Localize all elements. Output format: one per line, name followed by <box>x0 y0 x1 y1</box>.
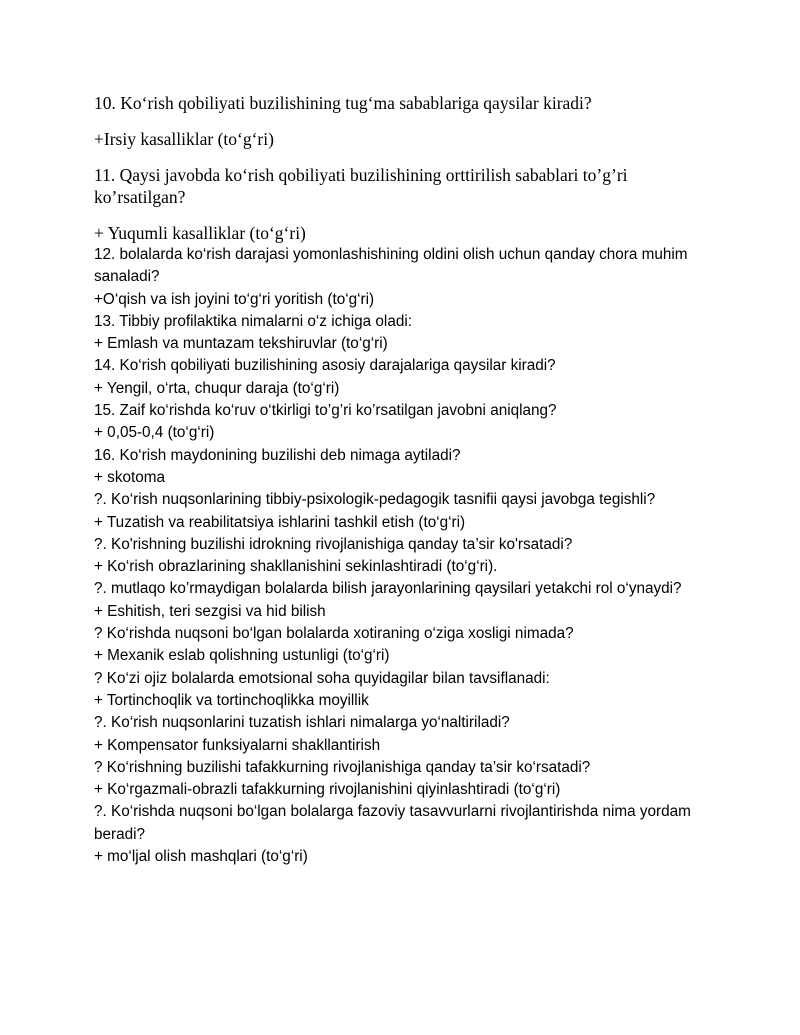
questions-list <box>94 222 714 868</box>
question-16: 16. Ko‘rish maydonining buzilishi deb nimaga aytiladi? <box>94 446 461 464</box>
question-thinking: ? Ko‘rishning buzilishi tafakkurning rivojlanishiga qanday ta’sir ko‘rsatadi? <box>94 758 591 776</box>
question-perception: ?. Ko'rishning buzilishi idrokning rivojlanishiga qanday ta’sir ko'rsatadi? <box>94 535 573 553</box>
answer-10: +Irsiy kasalliklar (to‘g‘ri) <box>94 129 274 149</box>
question-15: 15. Zaif ko‘rishda ko‘ruv o‘tkirligi to’g’ri ko’rsatilgan javobni aniqlang? <box>94 402 557 420</box>
question-12: 12. bolalarda ko‘rish darajasi yomonlashishining oldini olish uchun qanday chora muhim sanaladi? <box>94 246 688 286</box>
answer-16: + skotoma <box>94 468 165 486</box>
question-14: 14. Ko‘rish qobiliyati buzilishining asosiy darajalariga qaysilar kiradi? <box>94 357 556 375</box>
question-emotion: ? Ko‘zi ojiz bolalarda emotsional soha quyidagilar bilan tavsiflanadi: <box>94 669 550 687</box>
question-11: 11. Qaysi javobda ko‘rish qobiliyati buzilishining orttirilish sabablari to’g’ri ko’rsatilgan? <box>94 165 628 207</box>
answer-spatial: + mo‘ljal olish mashqlari (to‘g‘ri) <box>94 848 308 866</box>
answer-15: + 0,05-0,4 (to‘g‘ri) <box>94 424 215 442</box>
question-13: 13. Tibbiy profilaktika nimalarni o‘z ichiga oladi: <box>94 312 412 330</box>
question-spatial: ?. Ko‘rishda nuqsoni bo‘lgan bolalarga fazoviy tasavvurlarni rivojlantirishda nima yordam beradi? <box>94 803 691 843</box>
answer-classification: + Tuzatish va reabilitatsiya ishlarini tashkil etish (to‘g‘ri) <box>94 513 466 531</box>
question-correction: ?. Ko‘rish nuqsonlarini tuzatish ishlari nimalarga yo‘naltiriladi? <box>94 714 510 732</box>
document-content <box>94 92 714 868</box>
answer-memory: + Mexanik eslab qolishning ustunligi (to‘g‘ri) <box>94 647 390 665</box>
answer-thinking: + Ko‘rgazmali-obrazli tafakkurning rivojlanishini qiyinlashtiradi (to‘g‘ri) <box>94 781 561 799</box>
answer-perception: + Ko‘rish obrazlarining shakllanishini sekinlashtiradi (to‘g‘ri). <box>94 558 498 576</box>
answer-cognition: + Eshitish, teri sezgisi va hid bilish <box>94 602 326 620</box>
answer-11: + Yuqumli kasalliklar (to‘g‘ri) <box>94 223 306 243</box>
answer-13: + Emlash va muntazam tekshiruvlar (to‘g‘ri) <box>94 335 388 353</box>
answer-emotion: + Tortinchoqlik va tortinchoqlikka moyillik <box>94 691 369 709</box>
question-classification: ?. Ko‘rish nuqsonlarining tibbiy-psixologik-pedagogik tasnifii qaysi javobga tegishli? <box>94 491 656 509</box>
answer-14: + Yengil, o‘rta, chuqur daraja (to‘g‘ri) <box>94 379 340 397</box>
question-cognition: ?. mutlaqo ko’rmaydigan bolalarda bilish jarayonlarining qaysilari yetakchi rol o‘ynaydi? <box>94 580 682 598</box>
answer-12: +O‘qish va ish joyini to‘g‘ri yoritish (to‘g‘ri) <box>94 290 375 308</box>
question-memory: ? Ko‘rishda nuqsoni bo‘lgan bolalarda xotiraning o‘ziga xosligi nimada? <box>94 625 574 643</box>
answer-correction: + Kompensator funksiyalarni shakllantirish <box>94 736 381 754</box>
question-10: 10. Ko‘rish qobiliyati buzilishining tug‘ma sabablariga qaysilar kiradi? <box>94 93 592 113</box>
